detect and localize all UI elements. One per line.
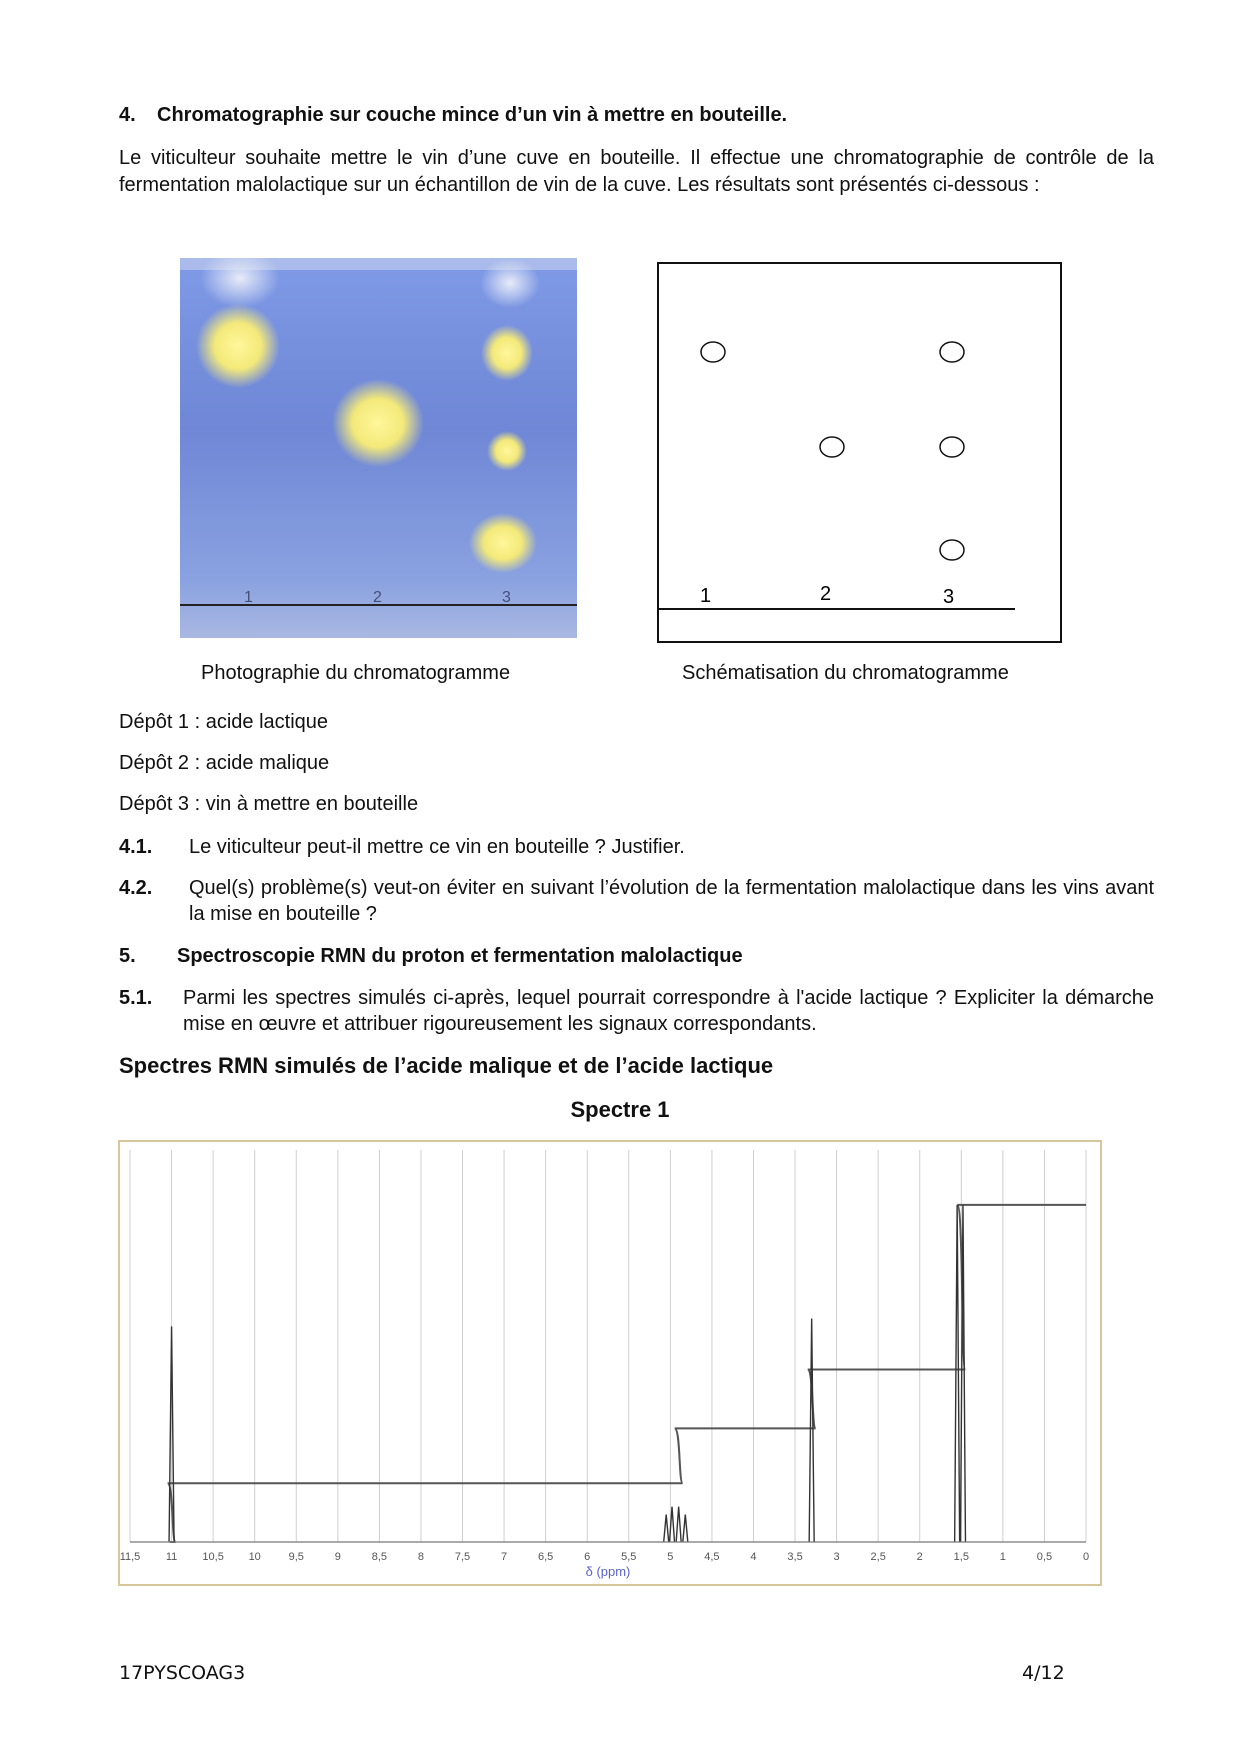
x-tick-label: 2	[916, 1551, 923, 1563]
photo-lane-label: 2	[373, 589, 382, 606]
photo-spot	[469, 513, 537, 573]
footer-page: 4/12	[1022, 1662, 1065, 1684]
nmr-peak	[809, 1319, 814, 1542]
depot-2: Dépôt 2 : acide malique	[119, 752, 330, 774]
question-text: Le viticulteur peut-il mettre ce vin en bouteille ? Justifier.	[189, 836, 685, 858]
photo-spot	[332, 379, 424, 467]
question-4-2	[119, 875, 1154, 929]
footer-code: 17PYSCOAG3	[119, 1662, 246, 1684]
chromatogram-photo-image	[180, 258, 577, 638]
x-tick-label: 9,5	[288, 1551, 304, 1563]
nmr-peak	[955, 1205, 960, 1542]
x-tick-label: 5	[667, 1551, 674, 1563]
question-number: 5.1.	[119, 987, 153, 1009]
x-tick-label: 10,5	[202, 1551, 224, 1563]
x-tick-label: 7	[501, 1551, 508, 1563]
photo-lane-label: 3	[502, 589, 511, 606]
question-number: 4.1.	[119, 836, 153, 858]
x-tick-label: 3,5	[787, 1551, 803, 1563]
photo-spot	[196, 304, 280, 388]
nmr-spectrum-chart	[120, 1142, 1100, 1584]
section-4-heading	[119, 104, 787, 127]
spectra-heading: Spectres RMN simulés de l’acide malique et de l’acide lactique	[119, 1053, 774, 1078]
spectrum-title: Spectre 1	[570, 1097, 670, 1122]
chromatogram-photo	[180, 258, 577, 638]
depot-1: Dépôt 1 : acide lactique	[119, 711, 329, 733]
schema-caption: Schématisation du chromatogramme	[682, 662, 1009, 684]
section-number: 5.	[119, 945, 136, 967]
x-tick-label: 7,5	[454, 1551, 471, 1563]
section-4-intro: Le viticulteur souhaite mettre le vin d’une cuve en bouteille. Il effectue une chromatographie de contrôle de la fermentation malolactique sur un échantillon de vin de la cuve. Les résultats sont présentés ci-dessous :	[119, 147, 1154, 196]
x-tick-label: 1,5	[953, 1551, 969, 1563]
chromatogram-schema-drawing	[655, 260, 1065, 645]
x-tick-label: 4	[750, 1551, 757, 1563]
x-tick-label: 0	[1082, 1551, 1090, 1563]
photo-spot	[481, 325, 533, 381]
x-tick-label: 10	[248, 1551, 261, 1563]
schema-lane-label: 3	[943, 586, 955, 608]
nmr-spectrum-frame	[118, 1140, 1102, 1586]
x-tick-label: 5,5	[621, 1551, 637, 1563]
x-axis-label: δ (ppm)	[585, 1564, 631, 1579]
depot-3: Dépôt 3 : vin à mettre en bouteille	[119, 793, 419, 815]
photo-caption: Photographie du chromatogramme	[201, 662, 511, 684]
photo-lane-label: 1	[244, 589, 253, 606]
section-5-heading	[119, 945, 743, 968]
section-title: Chromatographie sur couche mince d’un vin à mettre en bouteille.	[157, 104, 788, 126]
question-text: Parmi les spectres simulés ci-après, lequel pourrait correspondre à l'acide lactique ? Expliciter la démarche mise en œuvre et attribuer rigoureusement les signaux correspondants.	[183, 987, 1154, 1035]
section-number: 4.	[119, 104, 136, 126]
x-tick-label: 6	[584, 1551, 591, 1563]
x-tick-label: 3	[833, 1551, 840, 1563]
x-tick-label: 4,5	[704, 1551, 720, 1563]
x-tick-label: 8	[417, 1551, 425, 1563]
x-tick-label: 1	[999, 1551, 1006, 1563]
x-tick-label: 8,5	[371, 1551, 388, 1563]
nmr-peak	[664, 1515, 669, 1542]
schema-lane-label: 1	[700, 585, 712, 607]
integration-curve	[168, 1205, 1086, 1542]
x-tick-label: 11,5	[120, 1551, 141, 1563]
chromatogram-schema	[655, 260, 1065, 645]
schema-lane-label: 2	[820, 583, 832, 605]
x-tick-label: 2,5	[870, 1551, 886, 1563]
question-number: 4.2.	[119, 877, 153, 899]
question-5-1	[119, 985, 1154, 1039]
nmr-peak	[676, 1507, 681, 1542]
question-4-1	[119, 834, 1154, 860]
x-tick-label: 6,5	[538, 1551, 554, 1563]
nmr-peak	[683, 1515, 688, 1542]
x-tick-label: 11	[165, 1551, 178, 1563]
section-title: Spectroscopie RMN du proton et fermentation malolactique	[177, 945, 743, 967]
x-tick-label: 9	[334, 1551, 341, 1563]
photo-spot	[487, 431, 527, 471]
x-tick-label: 0,5	[1036, 1551, 1053, 1563]
question-text: Quel(s) problème(s) veut-on éviter en suivant l’évolution de la fermentation malolactique dans les vins avant la mise en bouteille ?	[189, 877, 1154, 925]
